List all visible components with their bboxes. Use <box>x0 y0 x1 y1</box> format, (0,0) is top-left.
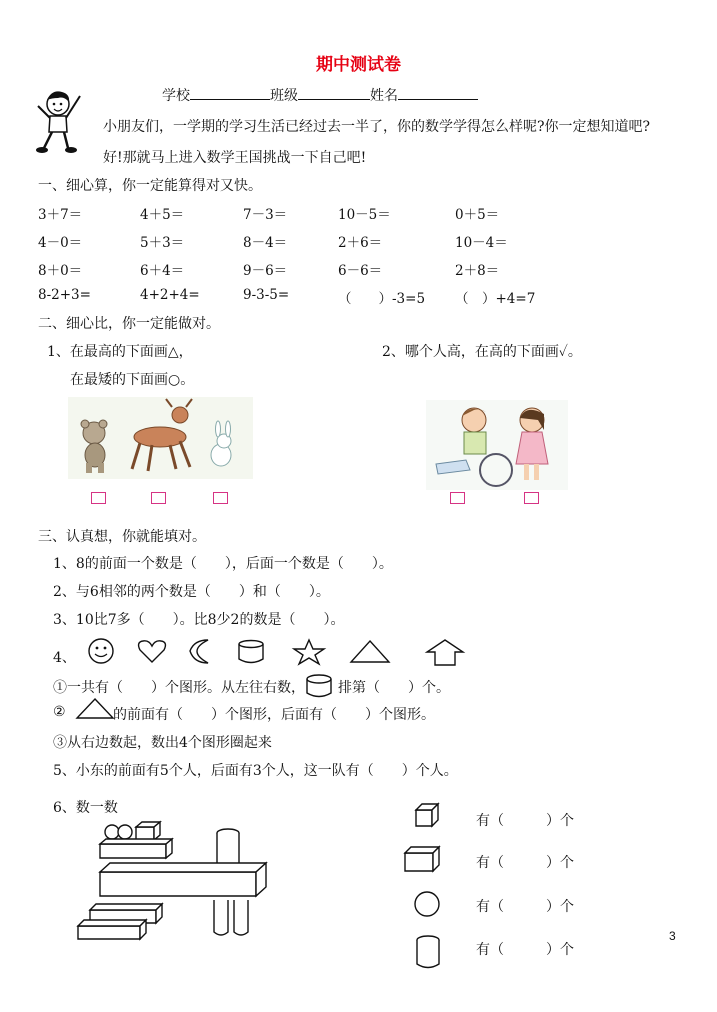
q3-4-c-text: ③从右边数起，数出4个图形圈起来 <box>53 735 272 751</box>
boy-cartoon-icon <box>34 86 86 156</box>
cuboid-icon <box>403 845 443 873</box>
arith-cell: 8－4＝ <box>243 235 288 251</box>
animals-image <box>68 397 253 479</box>
answer-box[interactable] <box>450 492 465 504</box>
q2-1-text-b: 在最矮的下面画○。 <box>70 372 195 388</box>
q3-1-text: 1、8的前面一个数是（ ），后面一个数是（ ）。 <box>53 556 393 572</box>
q3-4-a-part2: 排第（ ）个。 <box>338 680 450 696</box>
section-3-heading: 三、认真想，你就能填对。 <box>38 529 206 545</box>
smiley-icon <box>89 639 113 663</box>
q3-2-text: 2、与6相邻的两个数是（ ）和（ ）。 <box>53 584 330 600</box>
count-row: 有（ ）个 <box>476 813 574 829</box>
cylinder-icon <box>239 641 263 663</box>
class-blank[interactable] <box>298 87 370 100</box>
q3-4-a-part1: ①一共有（ ）个图形。从左往右数， <box>53 680 305 696</box>
count-row: 有（ ）个 <box>476 942 574 958</box>
name-blank[interactable] <box>398 87 478 100</box>
cylinder-icon <box>306 673 334 699</box>
intro-line-1: 小朋友们，一学期的学习生活已经过去一半了，你的数学学得怎么样呢?你一定想知道吧? <box>103 119 651 135</box>
page-number: 3 <box>669 929 676 943</box>
section-2-heading: 二、细心比，你一定能做对。 <box>38 316 220 332</box>
q3-4-b-marker: ② <box>53 704 66 720</box>
triangle-icon <box>76 697 116 721</box>
intro-line-2: 好!那就马上进入数学王国挑战一下自己吧! <box>103 150 367 166</box>
arith-cell: 0＋5＝ <box>455 207 500 223</box>
arith-cell: 9-3-5= <box>243 287 290 303</box>
arith-cell: 8-2+3= <box>38 287 91 303</box>
arith-cell: 7－3＝ <box>243 207 288 223</box>
count-row: 有（ ）个 <box>476 899 574 915</box>
arith-cell: 5＋3＝ <box>140 235 185 251</box>
arith-cell: （ ）+4=7 <box>455 291 536 307</box>
triangle-icon <box>351 641 389 662</box>
class-label: 班级 <box>270 88 298 104</box>
q3-5-text: 5、小东的前面有5个人，后面有3个人，这一队有（ ）个人。 <box>53 763 458 779</box>
student-info-line <box>162 85 478 105</box>
heart-icon <box>139 641 166 662</box>
arith-cell: 4+2+4= <box>140 287 200 303</box>
answer-box[interactable] <box>213 492 228 504</box>
name-label: 姓名 <box>370 88 398 104</box>
arith-cell: 6－6＝ <box>338 263 383 279</box>
q3-4-b-text: 的前面有（ ）个图形，后面有（ ）个图形。 <box>113 707 435 723</box>
block-structure-image <box>76 820 276 945</box>
cube-icon <box>414 802 442 828</box>
kids-wheelchair-icon <box>426 400 568 490</box>
arith-cell: 10－4＝ <box>455 235 508 251</box>
arith-cell: 6＋4＝ <box>140 263 185 279</box>
star-icon <box>294 640 324 664</box>
school-blank[interactable] <box>190 87 270 100</box>
answer-box[interactable] <box>151 492 166 504</box>
arrow-icon <box>427 640 463 665</box>
q2-2-text: 2、哪个人高，在高的下面画✓。 <box>382 344 582 360</box>
shape-row <box>86 638 476 668</box>
section-1-heading: 一、细心算，你一定能算得对又快。 <box>38 178 262 194</box>
answer-box[interactable] <box>91 492 106 504</box>
arith-cell: 4＋5＝ <box>140 207 185 223</box>
arith-cell: 9－6＝ <box>243 263 288 279</box>
arith-cell: 3＋7＝ <box>38 207 83 223</box>
arith-cell: 4－0＝ <box>38 235 83 251</box>
arith-cell: 8＋0＝ <box>38 263 83 279</box>
school-label: 学校 <box>162 88 190 104</box>
q2-1-text-a: 1、在最高的下面画△， <box>47 344 193 360</box>
moon-icon <box>190 640 208 663</box>
q3-4-label: 4、 <box>53 650 76 666</box>
sphere-icon <box>414 890 442 920</box>
arith-cell: 10－5＝ <box>338 207 391 223</box>
arith-cell: 2＋8＝ <box>455 263 500 279</box>
count-row: 有（ ）个 <box>476 855 574 871</box>
arith-cell: 2＋6＝ <box>338 235 383 251</box>
cylinder-icon <box>415 934 443 972</box>
q3-6-text: 6、数一数 <box>53 800 118 816</box>
page-title: 期中测试卷 <box>316 55 401 75</box>
answer-box[interactable] <box>524 492 539 504</box>
arith-cell: （ ）-3=5 <box>338 291 426 307</box>
q3-3-text: 3、10比7多（ ）。比8少2的数是（ ）。 <box>53 612 345 628</box>
q3-4-a-text <box>53 677 305 697</box>
